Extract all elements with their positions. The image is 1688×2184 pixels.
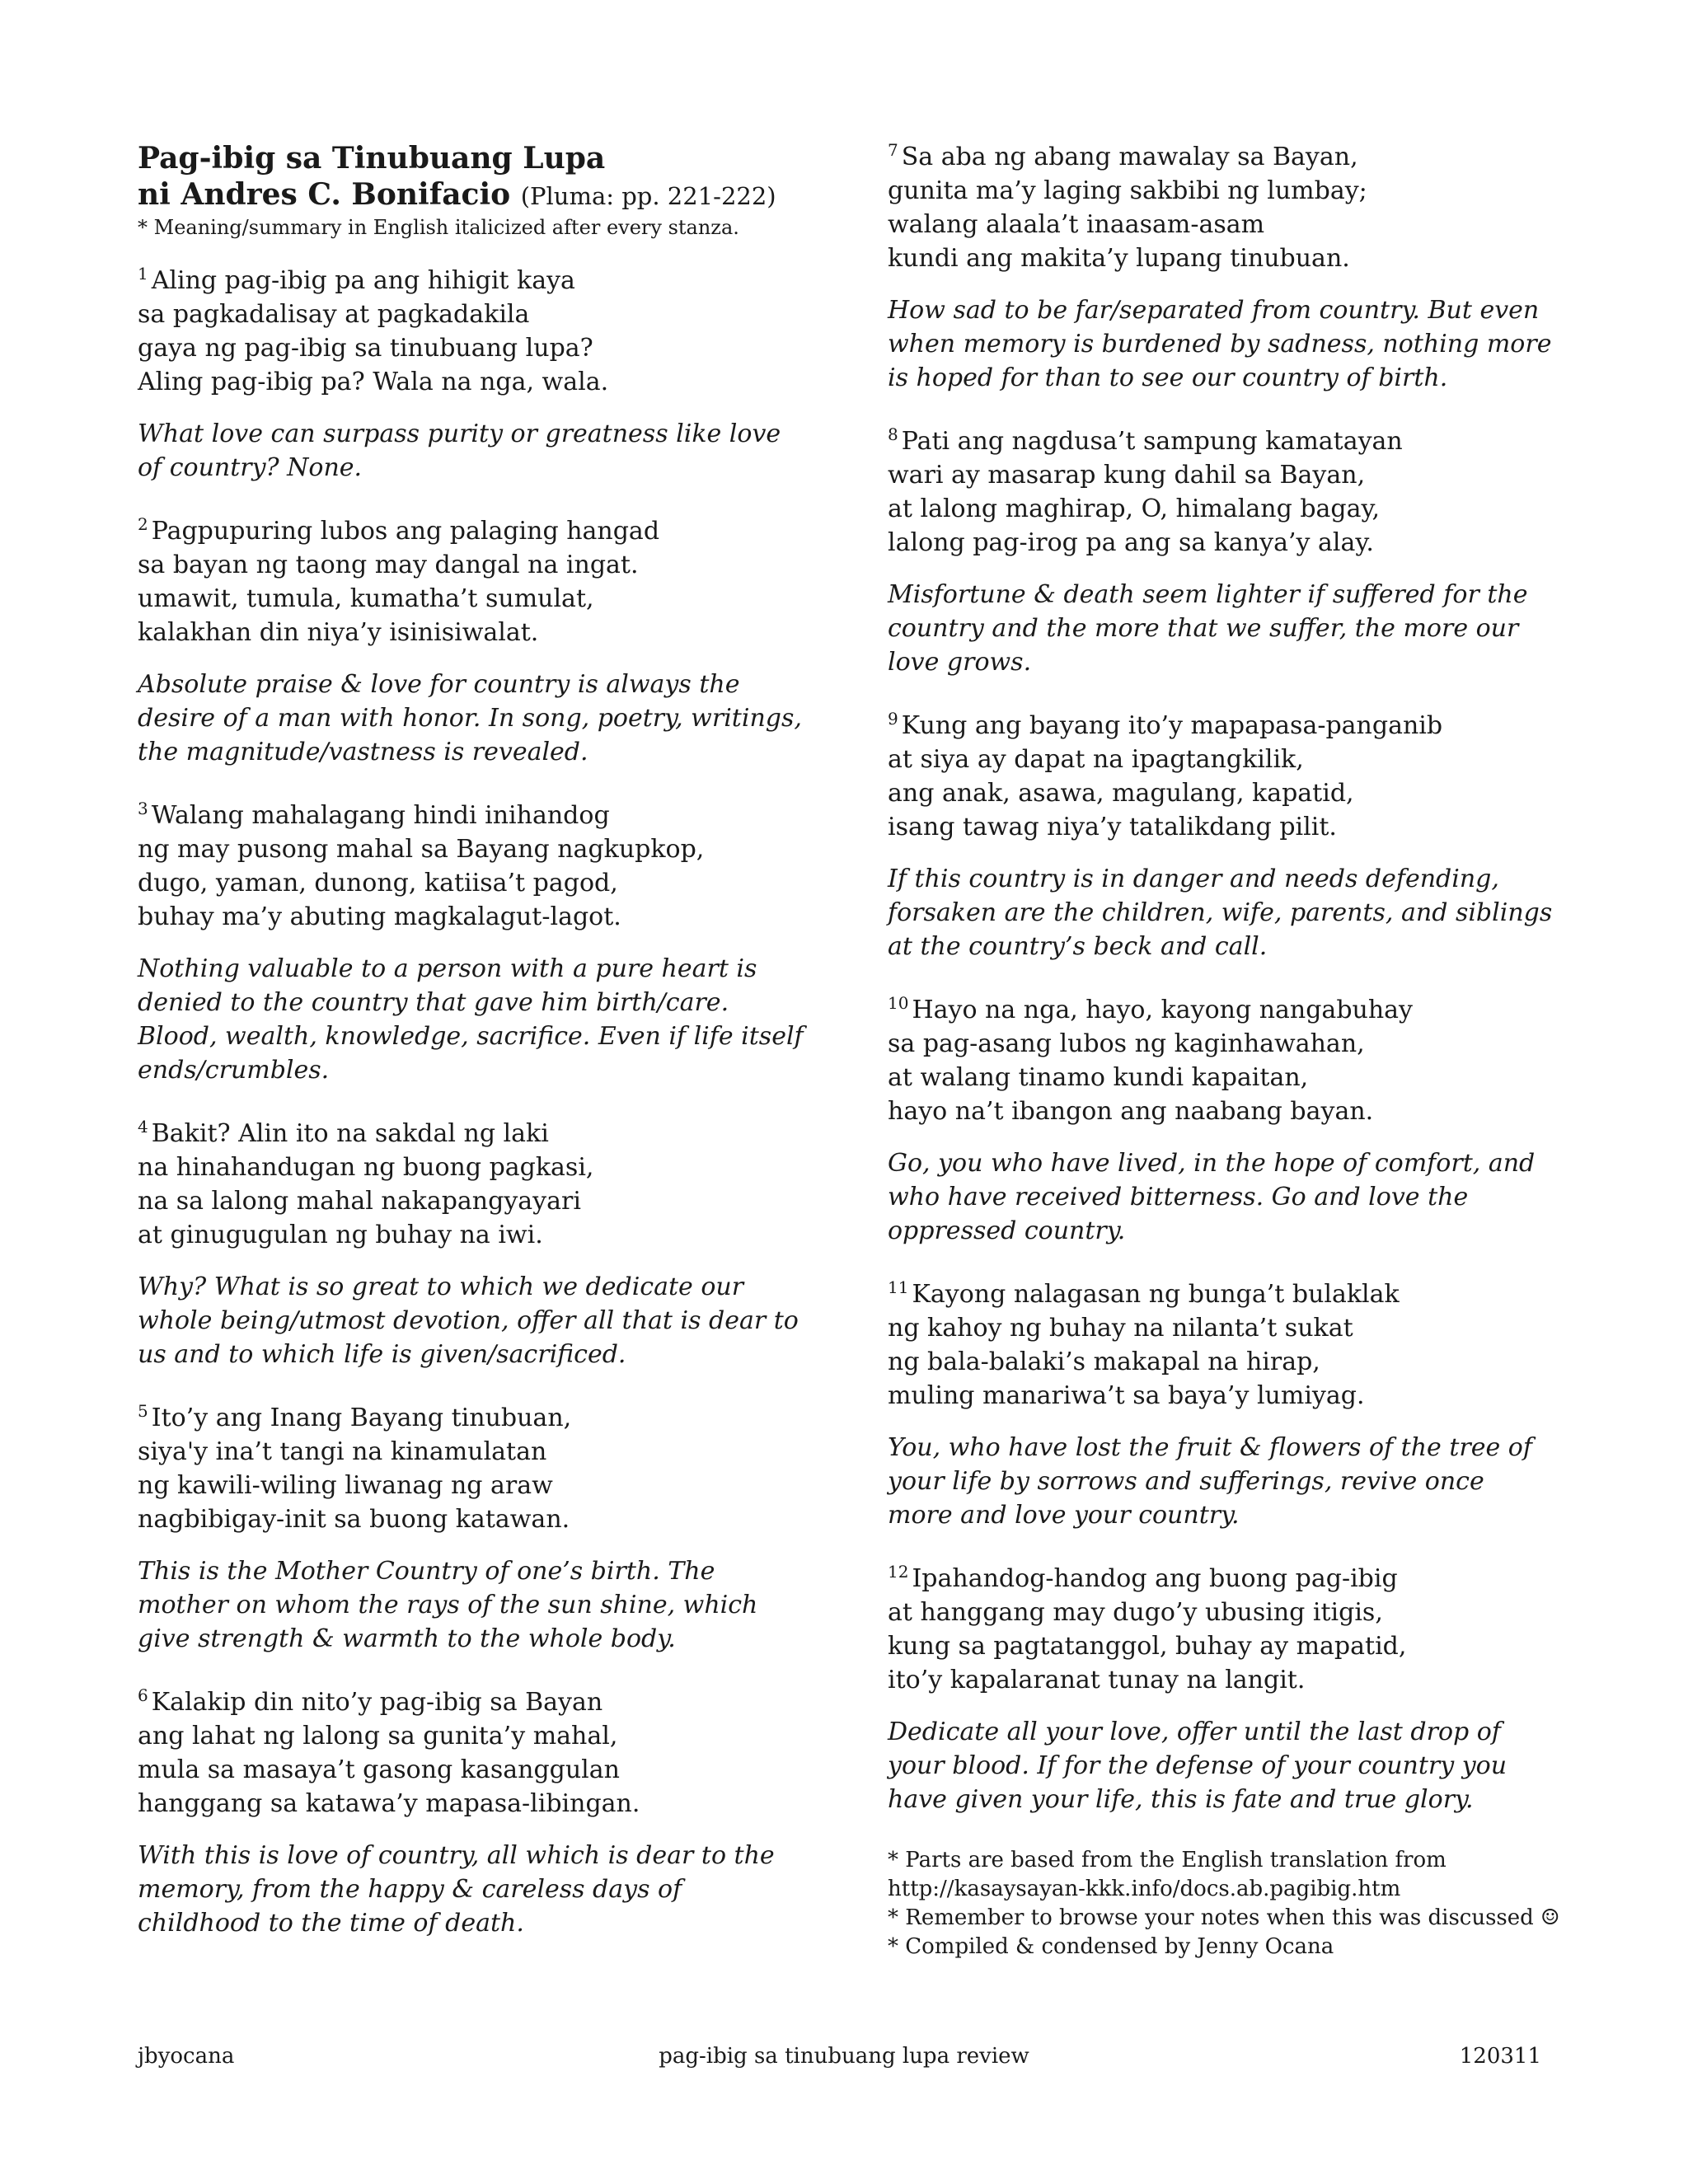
- stanza-summary: How sad to be far/separated from country. But even when memory is burdened by sadness, nothing more is hoped for than to see our country of birth.: [888, 296, 1552, 392]
- stanza-lines: [138, 1401, 805, 1536]
- stanza-number: 3: [138, 799, 148, 818]
- footnote: * Remember to browse your notes when this was discussed ☺: [888, 1905, 1560, 1930]
- poem-line: [888, 458, 1555, 492]
- poem-line: [138, 548, 805, 582]
- footer-author: jbyocana: [138, 2044, 235, 2069]
- poem-line: [888, 140, 1555, 174]
- poem-line-text: ng may pusong mahal sa Bayang nagkupkop,: [138, 835, 705, 864]
- poem-line-text: ang anak, asawa, magulang, kapatid,: [888, 779, 1354, 808]
- poem-line: [138, 832, 805, 866]
- poem-line: [888, 174, 1555, 208]
- poem-line: [138, 1435, 805, 1469]
- poem-line-text: Hayo na nga, hayo, kayong nangabuhay: [912, 996, 1413, 1024]
- poem-line: [888, 1027, 1555, 1061]
- poem-line-text: Kayong nalagasan ng bunga’t bulaklak: [912, 1280, 1400, 1309]
- stanza-lines: [138, 264, 805, 399]
- poem-line-text: gaya ng pag-ibig sa tinubuang lupa?: [138, 334, 593, 363]
- poem-line: [138, 1184, 805, 1218]
- poem-line: [888, 1277, 1555, 1311]
- poem-line-text: walang alaala’t inaasam-asam: [888, 210, 1265, 239]
- poem-line: [138, 900, 805, 934]
- stanza-lines: [138, 1117, 805, 1252]
- poem-line: [138, 866, 805, 900]
- poem-line-text: Aling pag-ibig pa? Wala na nga, wala.: [138, 368, 609, 396]
- poem-line-text: sa pag-asang lubos ng kaginhawahan,: [888, 1029, 1365, 1058]
- source-reference: (Pluma: pp. 221-222): [520, 182, 776, 210]
- poem-line-text: ng bala-balaki’s makapal na hirap,: [888, 1347, 1320, 1376]
- stanza-summary: Dedicate all your love, offer until the last drop of your blood. If for the defense of your country you have given your life, this is fate and true glory.: [888, 1718, 1507, 1814]
- poem-line: [138, 1685, 805, 1719]
- footnote: * Compiled & condensed by Jenny Ocana: [888, 1934, 1334, 1959]
- poem-line: [888, 709, 1555, 743]
- stanza-8: [888, 424, 1555, 679]
- stanza-summary: This is the Mother Country of one’s birth. The mother on whom the rays of the sun shine, which give strength & warmth to the whole body.: [138, 1557, 758, 1653]
- poem-line: [138, 1753, 805, 1787]
- poem-line: [888, 1094, 1555, 1128]
- poem-line-text: at lalong maghirap, O, himalang bagay,: [888, 494, 1381, 523]
- poem-line: [138, 616, 805, 649]
- stanza-number: 7: [888, 140, 898, 160]
- poem-line-text: hayo na’t ibangon ang naabang bayan.: [888, 1097, 1374, 1126]
- poem-line: [138, 1719, 805, 1753]
- poem-line-text: at hanggang may dugo’y ubusing itigis,: [888, 1598, 1383, 1627]
- stanza-number: 8: [888, 424, 898, 444]
- poem-line-text: isang tawag niya’y tatalikdang pilit.: [888, 813, 1337, 841]
- poem-line: [888, 492, 1555, 526]
- stanza-10: [888, 993, 1555, 1248]
- stanza-6: [138, 1685, 805, 1940]
- stanza-3: [138, 799, 805, 1087]
- poem-line-text: kalakhan din niya’y isinisiwalat.: [138, 618, 539, 647]
- poem-line: [138, 582, 805, 616]
- poem-line: [888, 1663, 1555, 1697]
- poem-line-text: wari ay masarap kung dahil sa Bayan,: [888, 461, 1366, 490]
- stanza-summary: With this is love of country, all which is dear to the memory, from the happy & careless days of childhood to the time of death.: [138, 1841, 775, 1938]
- footnotes: [888, 1846, 1560, 1961]
- poem-line-text: at ginugugulan ng buhay na iwi.: [138, 1221, 543, 1249]
- poem-line-text: at walang tinamo kundi kapaitan,: [888, 1063, 1309, 1092]
- poem-line-text: hanggang sa katawa’y mapasa-libingan.: [138, 1789, 640, 1818]
- poem-line: [888, 1061, 1555, 1094]
- poem-line-text: kung sa pagtatanggol, buhay ay mapatid,: [888, 1632, 1407, 1661]
- poem-line: [888, 993, 1555, 1027]
- poem-line: [888, 1596, 1555, 1629]
- poem-line: [138, 1117, 805, 1151]
- poem-title: Pag-ibig sa Tinubuang Lupa: [138, 141, 606, 176]
- stanza-summary: Misfortune & death seem lighter if suffered for the country and the more that we suffer, the more our love grows.: [888, 580, 1528, 677]
- left-column: [138, 140, 805, 1970]
- poem-line-text: Kalakip din nito’y pag-ibig sa Bayan: [151, 1688, 603, 1717]
- stanza-number: 10: [888, 993, 909, 1013]
- summary-note: * Meaning/summary in English italicized after every stanza.: [138, 216, 739, 239]
- stanza-number: 6: [138, 1685, 148, 1705]
- stanza-number: 12: [888, 1562, 909, 1582]
- poem-line: [888, 241, 1555, 275]
- stanza-lines: [888, 1562, 1555, 1697]
- stanza-lines: [138, 1685, 805, 1821]
- stanza-7: [888, 140, 1555, 395]
- poem-line-text: Aling pag-ibig pa ang hihigit kaya: [151, 266, 575, 295]
- poem-line: [888, 743, 1555, 776]
- poem-line: [888, 1311, 1555, 1345]
- stanza-number: 5: [138, 1401, 148, 1421]
- footer-date: 120311: [1459, 2044, 1541, 2069]
- stanza-lines: [888, 709, 1555, 844]
- poem-line-text: at siya ay dapat na ipagtangkilik,: [888, 745, 1304, 774]
- footnote-url: http://kasaysayan-kkk.info/docs.ab.pagibig.htm: [888, 1877, 1401, 1901]
- poem-line: [888, 776, 1555, 810]
- poem-line-text: mula sa masaya’t gasong kasanggulan: [138, 1755, 620, 1784]
- poem-line-text: na sa lalong mahal nakapangyayari: [138, 1187, 581, 1216]
- stanza-summary: If this country is in danger and needs defending, forsaken are the children, wife, parents, and siblings at the country’s beck and call.: [888, 865, 1553, 961]
- poem-line: [888, 1629, 1555, 1663]
- poem-line: [138, 1787, 805, 1821]
- poem-line: [888, 424, 1555, 458]
- poem-line-text: siya'y ina’t tangi na kinamulatan: [138, 1437, 547, 1466]
- poem-line-text: kundi ang makita’y lupang tinubuan.: [888, 244, 1350, 273]
- poem-line-text: dugo, yaman, dunong, katiisa’t pagod,: [138, 869, 618, 898]
- poem-line: [138, 1502, 805, 1536]
- stanza-number: 2: [138, 514, 148, 534]
- poem-line-text: ng kahoy ng buhay na nilanta’t sukat: [888, 1314, 1353, 1343]
- stanza-lines: [888, 424, 1555, 560]
- poem-line: [888, 1562, 1555, 1596]
- poem-line-text: na hinahandugan ng buong pagkasi,: [138, 1153, 594, 1182]
- stanza-2: [138, 514, 805, 769]
- stanza-summary: What love can surpass purity or greatness like love of country? None.: [138, 419, 781, 482]
- footer-title: pag-ibig sa tinubuang lupa review: [659, 2044, 1029, 2069]
- stanza-summary: You, who have lost the fruit & flowers of the tree of your life by sorrows and sufferings, revive once more and love your country.: [888, 1433, 1532, 1530]
- poem-line-text: gunita ma’y laging sakbibi ng lumbay;: [888, 176, 1367, 205]
- stanza-number: 1: [138, 264, 148, 284]
- stanza-1: [138, 264, 805, 485]
- poem-line: [138, 799, 805, 832]
- stanza-5: [138, 1401, 805, 1656]
- poem-line: [138, 1401, 805, 1435]
- poem-line: [138, 1218, 805, 1252]
- stanza-lines: [138, 514, 805, 649]
- poem-line: [888, 208, 1555, 241]
- poem-line: [138, 264, 805, 298]
- footnote: * Parts are based from the English translation from: [888, 1848, 1447, 1872]
- poem-line-text: buhay ma’y abuting magkalagut-lagot.: [138, 902, 621, 931]
- poem-line: [138, 1151, 805, 1184]
- left-stanza-list: [138, 264, 805, 1940]
- poem-line: [138, 331, 805, 365]
- stanza-summary: Go, you who have lived, in the hope of comfort, and who have received bitterness. Go and love the oppressed country.: [888, 1149, 1536, 1245]
- poem-line-text: Ito’y ang Inang Bayang tinubuan,: [151, 1404, 572, 1432]
- poem-line: [138, 514, 805, 548]
- stanza-lines: [888, 1277, 1555, 1413]
- right-column: [888, 140, 1560, 1961]
- author-name: ni Andres C. Bonifacio: [138, 177, 511, 212]
- stanza-summary: Nothing valuable to a person with a pure heart is denied to the country that gave him birth/care. Blood, wealth, knowledge, sacrifice. Even if life itself ends/crumbles.: [138, 954, 804, 1085]
- poem-line-text: muling manariwa’t sa baya’y lumiyag.: [888, 1381, 1365, 1410]
- poem-line-text: ito’y kapalaranat tunay na langit.: [888, 1666, 1306, 1694]
- poem-line: [888, 526, 1555, 560]
- poem-line-text: sa bayan ng taong may dangal na ingat.: [138, 551, 639, 579]
- poem-line-text: ng kawili-wiling liwanag ng araw: [138, 1471, 553, 1500]
- poem-line-text: lalong pag-irog pa ang sa kanya’y alay.: [888, 528, 1374, 557]
- author-line: [138, 176, 805, 214]
- poem-line: [138, 298, 805, 331]
- stanza-12: [888, 1562, 1555, 1816]
- stanza-4: [138, 1117, 805, 1371]
- poem-line-text: umawit, tumula, kumatha’t sumulat,: [138, 584, 594, 613]
- stanza-summary: Absolute praise & love for country is always the desire of a man with honor. In song, poetry, writings, the magnitude/vastness is revealed.: [138, 670, 802, 766]
- poem-line-text: sa pagkadalisay at pagkadakila: [138, 300, 530, 329]
- poem-line-text: ang lahat ng lalong sa gunita’y mahal,: [138, 1722, 618, 1750]
- poem-line-text: nagbibigay-init sa buong katawan.: [138, 1505, 570, 1534]
- right-stanza-list: [888, 140, 1555, 1816]
- stanza-number: 4: [138, 1117, 148, 1137]
- poem-line-text: Walang mahalagang hindi inihandog: [151, 801, 610, 830]
- stanza-summary: Why? What is so great to which we dedicate our whole being/utmost devotion, offer all that is dear to us and to which life is given/sacrificed.: [138, 1272, 799, 1369]
- stanza-lines: [888, 993, 1555, 1128]
- poem-line: [888, 810, 1555, 844]
- stanza-lines: [138, 799, 805, 934]
- poem-line-text: Pati ang nagdusa’t sampung kamatayan: [901, 427, 1403, 456]
- poem-line: [888, 1345, 1555, 1379]
- poem-line-text: Kung ang bayang ito’y mapapasa-panganib: [901, 711, 1443, 740]
- stanza-11: [888, 1277, 1555, 1532]
- stanza-number: 11: [888, 1277, 909, 1297]
- poem-line-text: Sa aba ng abang mawalay sa Bayan,: [901, 143, 1358, 171]
- stanza-lines: [888, 140, 1555, 275]
- poem-line: [138, 365, 805, 399]
- stanza-number: 9: [888, 709, 898, 729]
- stanza-9: [888, 709, 1555, 963]
- poem-line: [138, 1469, 805, 1502]
- poem-line-text: Bakit? Alin ito na sakdal ng laki: [151, 1119, 549, 1148]
- poem-line-text: Ipahandog-handog ang buong pag-ibig: [912, 1564, 1398, 1593]
- poem-line: [888, 1379, 1555, 1413]
- poem-line-text: Pagpupuring lubos ang palaging hangad: [151, 517, 660, 546]
